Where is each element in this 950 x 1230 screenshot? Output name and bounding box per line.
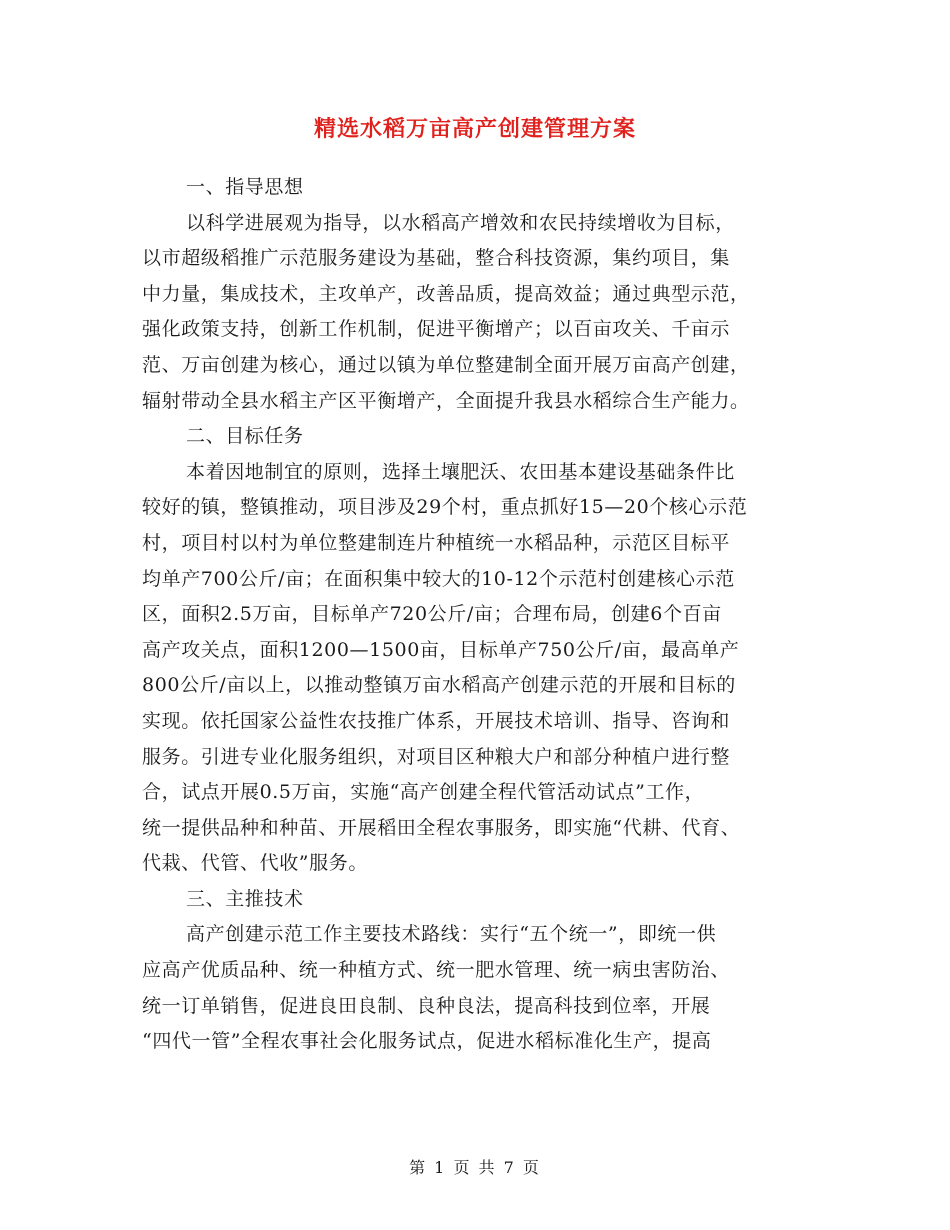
paragraph-line: 合，试点开展0.5万亩，实施“高产创建全程代管活动试点”工作， [142,781,705,804]
paragraph-line: 实现。依托国家公益性农技推广体系，开展技术培训、指导、咨询和 [142,709,731,732]
paragraph-line: 中力量，集成技术，主攻单产，改善品质，提高效益；通过典型示范， [142,282,750,305]
document-title: 精选水稻万亩高产创建管理方案 [313,116,636,142]
paragraph-line: 均单产700公斤/亩；在面积集中较大的10-12个示范村创建核心示范 [142,567,735,590]
paragraph-line: 统一订单销售，促进良田良制、良种良法，提高科技到位率，开展 [142,994,711,1017]
paragraph-line: 村，项目村以村为单位整建制连片种植统一水稻品种，示范区目标平 [142,531,731,554]
paragraph-line: 较好的镇，整镇推动，项目涉及29个村，重点抓好15—20个核心示范 [142,496,748,519]
section-heading-guiding-ideology: 一、指导思想 [186,176,304,198]
paragraph-line: 强化政策支持，创新工作机制，促进平衡增产；以百亩攻关、千亩示 [142,318,731,341]
paragraph-line: 代栽、代管、代收”服务。 [142,852,368,875]
section-heading-key-technology: 三、主推技术 [186,887,304,910]
paragraph-line: 应高产优质品种、统一种植方式、统一肥水管理、统一病虫害防治、 [142,959,731,982]
paragraph-line: “四代一管”全程农事社会化服务试点，促进水稻标准化生产，提高 [142,1030,712,1053]
paragraph-line: 以市超级稻推广示范服务建设为基础，整合科技资源，集约项目，集 [142,247,731,270]
section-heading-goals-tasks: 二、目标任务 [186,425,304,448]
paragraph-line: 本着因地制宜的原则，选择土壤肥沃、农田基本建设基础条件比 [186,460,735,483]
page-number: 第 1 页 共 7 页 [409,1158,541,1177]
paragraph-line: 服务。引进专业化服务组织，对项目区种粮大户和部分种植户进行整 [142,745,731,768]
paragraph-line: 区，面积2.5万亩，目标单产720公斤/亩；合理布局，创建6个百亩 [142,603,722,626]
document-body [142,170,806,1060]
paragraph-line: 以科学进展观为指导，以水稻高产增效和农民持续增收为目标， [186,211,735,234]
paragraph-line: 辐射带动全县水稻主产区平衡增产，全面提升我县水稻综合生产能力。 [142,389,750,412]
paragraph-line: 800公斤/亩以上，以推动整镇万亩水稻高产创建示范的开展和目标的 [142,674,736,697]
paragraph-line: 高产创建示范工作主要技术路线：实行“五个统一”，即统一供 [186,923,717,946]
paragraph-line: 范、万亩创建为核心，通过以镇为单位整建制全面开展万亩高产创建， [142,353,750,376]
paragraph-line: 统一提供品种和种苗、开展稻田全程农事服务，即实施“代耕、代育、 [142,816,741,839]
paragraph-line: 高产攻关点，面积1200—1500亩，目标单产750公斤/亩，最高单产 [142,638,740,661]
